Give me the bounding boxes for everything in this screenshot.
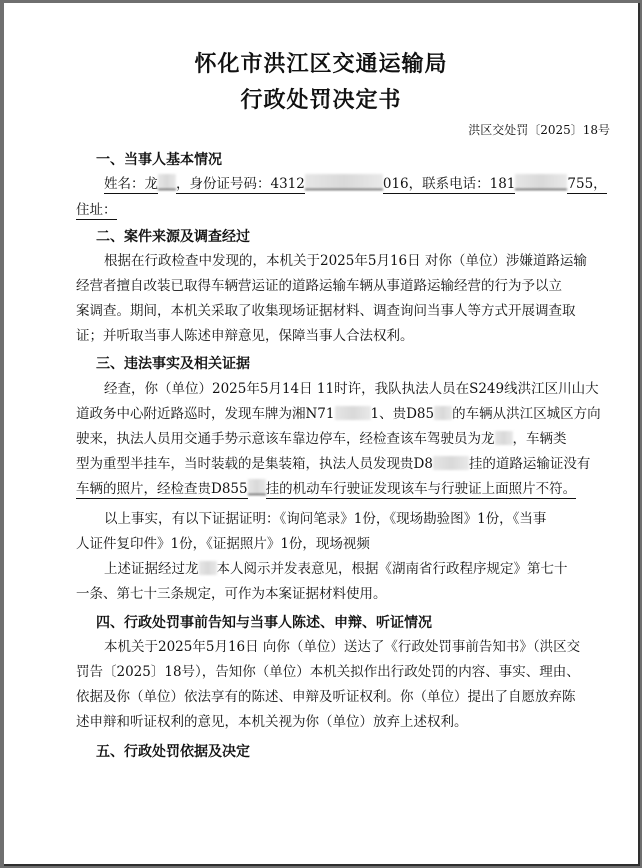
paragraph-line: 证；并听取当事人陈述申辩意见，保障当事人合法权利。 bbox=[76, 328, 414, 344]
redaction bbox=[335, 406, 371, 420]
paragraph-line: 一条、第七十三条规定，可作为本案证据材料使用。 bbox=[76, 586, 387, 602]
redaction bbox=[305, 174, 383, 190]
paragraph-line: 驶来，执法人员用交通手势示意该车靠边停车，经检查该车驾驶员为龙 ，车辆类 bbox=[76, 431, 567, 447]
paragraph-line: 经查，你（单位）2025年5月14日 11时许，我队执法人员在S249线洪江区川山大 bbox=[104, 381, 599, 397]
document-title: 行政处罚决定书 bbox=[240, 87, 402, 113]
redaction bbox=[199, 561, 217, 575]
document-number: 洪区交处罚〔2025〕18号 bbox=[468, 123, 610, 137]
section-1-heading: 一、当事人基本情况 bbox=[96, 152, 222, 168]
section-3-heading: 三、违法事实及相关证据 bbox=[96, 356, 250, 372]
paragraph-line: 道政务中心附近路巡时，发现车牌为湘N71 1、贵D85 的车辆从洪江区城区方向 bbox=[76, 406, 601, 422]
paragraph-line: 经营者擅自改装已取得车辆营运证的道路运输车辆从事道路运输经营的行为予以立 bbox=[76, 278, 562, 294]
section-2-heading: 二、案件来源及调查经过 bbox=[96, 229, 250, 245]
paragraph-line: 人证件复印件》1份，《证据照片》1份，现场视频 bbox=[76, 536, 370, 552]
redaction bbox=[495, 431, 513, 445]
address-line: 住址： bbox=[76, 202, 117, 218]
redaction bbox=[434, 406, 452, 420]
paragraph-line: 型为重型半挂车，当时装载的是集装箱，执法人员发现贵D8 挂的道路运输证没有 bbox=[76, 456, 591, 472]
paragraph-line: 上述证据经过龙 本人阅示并发表意见，根据《湖南省行政程序规定》第七十 bbox=[104, 561, 568, 577]
redaction bbox=[248, 479, 266, 495]
section-4-heading: 四、行政处罚事前告知与当事人陈述、申辩、听证情况 bbox=[96, 615, 432, 631]
section-5-heading: 五、行政处罚依据及决定 bbox=[96, 744, 250, 760]
party-info-line: 姓名：龙 ，身份证号码：4312 016，联系电话：181 755， bbox=[104, 176, 607, 192]
paragraph-line: 案调查。期间，本机关采取了收集现场证据材料、调查询问当事人等方式开展调查取 bbox=[76, 303, 576, 319]
redaction bbox=[158, 174, 176, 190]
agency-title: 怀化市洪江区交通运输局 bbox=[194, 51, 448, 77]
paragraph-line: 根据在行政检查中发现的，本机关于2025年5月16日 对你（单位）涉嫌道路运输 bbox=[104, 253, 587, 269]
redaction bbox=[433, 456, 469, 470]
paragraph-line: 以上事实，有以下证据证明：《询问笔录》1份，《现场勘验图》1份，《当事 bbox=[104, 511, 547, 527]
paragraph-line: 本机关于2025年5月16日 向你（单位）送达了《行政处罚事前告知书》（洪区交 bbox=[104, 639, 581, 655]
paragraph-line: 依据及你（单位）依法享有的陈述、申辩及听证权利。你（单位）提出了自愿放弃陈 bbox=[76, 689, 576, 705]
redaction bbox=[515, 174, 567, 190]
document-page bbox=[4, 3, 640, 866]
paragraph-line: 车辆的照片，经检查贵D855 挂的机动车行驶证发现该车与行驶证上面照片不符。 bbox=[76, 481, 577, 497]
paragraph-line: 罚告〔2025〕18号），告知你（单位）本机关拟作出行政处罚的内容、事实、理由、 bbox=[76, 664, 580, 680]
paragraph-line: 述申辩和听证权利的意见，本机关视为你（单位）放弃上述权利。 bbox=[76, 714, 468, 730]
